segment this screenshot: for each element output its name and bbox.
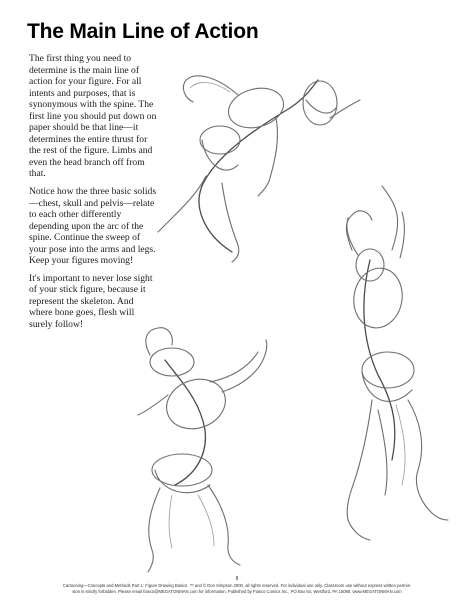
figure-sketch-2 [346,186,448,540]
figure-sketch-3 [138,328,267,572]
page-number: 8 [235,576,239,582]
footer-line-2: sion is strictly forbidden. Please email fiasco@MEGATONMAN.com for information. Published by Fiasco Comics Inc., PO Box 64, Westford, PA 15090. www.MEGATONMAN.com [72,588,402,594]
footer-line-1: Cartooning—Concepts and Methods Part 1: Figure Drawing Basics. ™ and © Don Simpson 2000, all rights reserved. For individual use only. Classroom use without express written permis- [62,583,412,588]
figure-sketch-1 [158,76,360,262]
paragraph-3: It's important to never lose sight of your stick figure, because it represent the skeleton. And where bone goes, flesh will surely follow! [29,272,153,331]
paragraph-1: The first thing you need to determine is the main line of action for your figure. For all intents and purposes, that is synonymous with the spine. The first line you should put down on paper should be that line—it determines the entire thrust for the rest of the figure. Limbs and even the head branch off from that. [29,53,157,180]
footer-copyright [20,583,454,594]
page-title: The Main Line of Action [27,20,259,43]
paragraph-2: Notice how the three basic solids—chest, skull and pelvis—relate to each other differently depending upon the arc of the spine. Continue the sweep of your pose into the arms and legs. Keep your figures moving! [29,186,157,267]
